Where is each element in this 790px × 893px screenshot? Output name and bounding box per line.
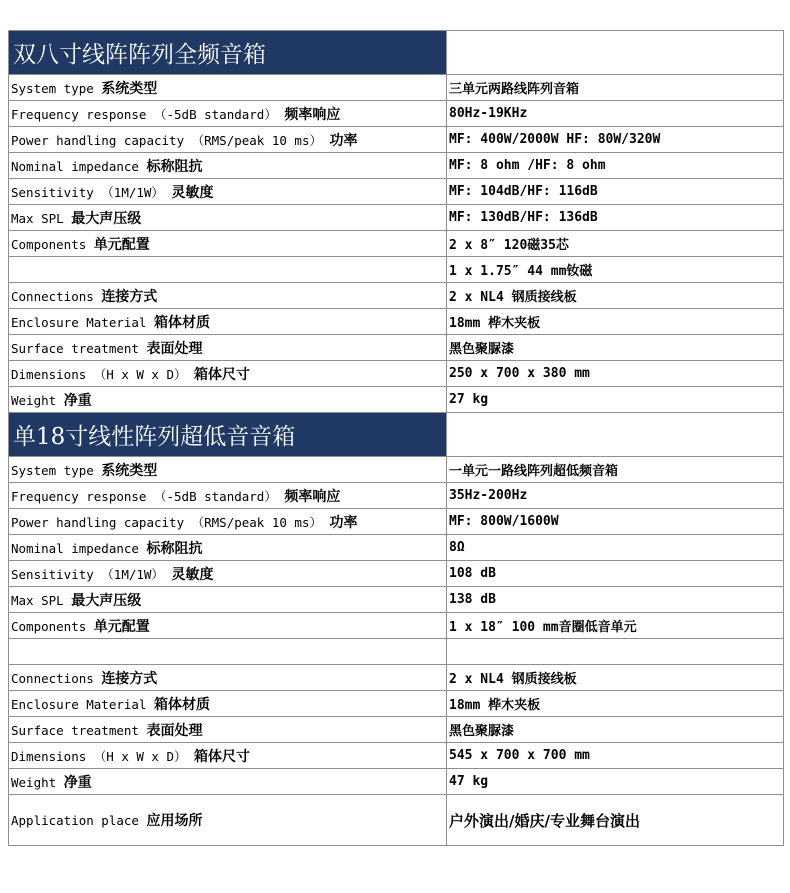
spec-row	[9, 717, 784, 743]
spec-row	[9, 561, 784, 587]
spec-label-cn: 灵敏度	[171, 566, 214, 583]
spec-value: 138 dB	[447, 587, 784, 613]
spec-row	[9, 75, 784, 101]
spec-value: MF: 800W/1600W	[447, 509, 784, 535]
spec-label-cn: 功率	[329, 132, 358, 149]
spec-label-en: Dimensions （H x W x D）	[11, 366, 195, 382]
spec-row	[9, 483, 784, 509]
spec-label	[9, 231, 447, 257]
spec-value: 1 x 18″ 100 mm音圈低音单元	[447, 613, 784, 639]
spec-label-cn: 频率响应	[284, 488, 341, 505]
spec-label-en: Frequency response （-5dB standard）	[11, 488, 285, 504]
spec-label-en: Max SPL	[11, 210, 72, 226]
spec-label-en: Dimensions （H x W x D）	[11, 748, 195, 764]
spec-row	[9, 509, 784, 535]
spec-label-en: Enclosure Material	[11, 314, 154, 330]
spec-label-cn: 表面处理	[146, 722, 203, 739]
spec-label-en: Sensitivity （1M/1W）	[11, 566, 172, 582]
spec-label-cn: 箱体材质	[154, 696, 210, 713]
spec-row	[9, 387, 784, 413]
spec-row	[9, 639, 784, 665]
spec-label-en: Components	[11, 618, 94, 634]
spec-label-en: Surface treatment	[11, 340, 147, 356]
spec-label-en: Weight	[11, 392, 64, 408]
spec-value: 1 x 1.75″ 44 mm钕磁	[447, 257, 784, 283]
spec-row	[9, 309, 784, 335]
spec-label-en: Power handling capacity （RMS/peak 10 ms）	[11, 132, 330, 148]
spec-row	[9, 795, 784, 846]
spec-value: MF: 400W/2000W HF: 80W/320W	[447, 127, 784, 153]
spec-label-en: Enclosure Material	[11, 696, 154, 712]
spec-value: MF: 130dB/HF: 136dB	[447, 205, 784, 231]
spec-label	[9, 535, 447, 561]
spec-label-en: Sensitivity （1M/1W）	[11, 184, 172, 200]
spec-row	[9, 153, 784, 179]
spec-label	[9, 587, 447, 613]
spec-label	[9, 561, 447, 587]
spec-value: 2 x NL4 钢质接线板	[447, 283, 784, 309]
spec-value: 2 x 8″ 120磁35芯	[447, 231, 784, 257]
spec-label	[9, 75, 447, 101]
spec-label	[9, 509, 447, 535]
spec-value: 黑色聚脲漆	[447, 335, 784, 361]
section-header-blank	[447, 413, 784, 457]
spec-label	[9, 101, 447, 127]
spec-value	[447, 639, 784, 665]
spec-label-cn: 应用场所	[146, 813, 203, 829]
spec-value: MF: 104dB/HF: 116dB	[447, 179, 784, 205]
spec-value: 一单元一路线阵列超低频音箱	[447, 457, 784, 483]
spec-sheet	[8, 30, 783, 846]
spec-label	[9, 387, 447, 413]
spec-row	[9, 257, 784, 283]
spec-label-cn: 箱体尺寸	[194, 748, 251, 765]
spec-row	[9, 665, 784, 691]
spec-label	[9, 309, 447, 335]
spec-row	[9, 457, 784, 483]
spec-label-cn: 连接方式	[101, 288, 158, 305]
spec-label-cn: 表面处理	[146, 340, 203, 357]
spec-table	[8, 30, 784, 846]
spec-label-en: Nominal impedance	[11, 158, 147, 174]
spec-label	[9, 691, 447, 717]
spec-value: 2 x NL4 钢质接线板	[447, 665, 784, 691]
spec-row	[9, 179, 784, 205]
spec-label	[9, 769, 447, 795]
spec-value: 108 dB	[447, 561, 784, 587]
spec-label	[9, 127, 447, 153]
spec-label-en: System type	[11, 80, 102, 96]
spec-row	[9, 613, 784, 639]
spec-label	[9, 335, 447, 361]
spec-row	[9, 127, 784, 153]
spec-label-cn: 频率响应	[284, 106, 341, 123]
spec-row	[9, 283, 784, 309]
spec-row	[9, 769, 784, 795]
spec-row	[9, 101, 784, 127]
spec-label-cn: 单元配置	[93, 236, 150, 253]
spec-row	[9, 335, 784, 361]
spec-value: 250 x 700 x 380 mm	[447, 361, 784, 387]
spec-label-cn: 最大声压级	[71, 592, 142, 609]
spec-label-cn: 净重	[63, 392, 92, 409]
spec-value: 三单元两路线阵列音箱	[447, 75, 784, 101]
section-header	[9, 31, 784, 75]
spec-value: 户外演出/婚庆/专业舞台演出	[447, 795, 784, 846]
spec-row	[9, 743, 784, 769]
spec-label	[9, 613, 447, 639]
spec-label-cn: 标称阻抗	[146, 540, 203, 557]
spec-label-en: Frequency response （-5dB standard）	[11, 106, 285, 122]
spec-label	[9, 283, 447, 309]
spec-label-en: Application place	[11, 813, 147, 828]
spec-label	[9, 743, 447, 769]
spec-label	[9, 153, 447, 179]
spec-label	[9, 639, 447, 665]
spec-label-cn: 最大声压级	[71, 210, 142, 227]
spec-label	[9, 179, 447, 205]
spec-label	[9, 257, 447, 283]
spec-label-en: Connections	[11, 670, 102, 686]
spec-label-en: Connections	[11, 288, 102, 304]
spec-label	[9, 457, 447, 483]
spec-value: 35Hz-200Hz	[447, 483, 784, 509]
spec-label-en: Nominal impedance	[11, 540, 147, 556]
spec-label-cn: 系统类型	[101, 462, 158, 479]
spec-label	[9, 665, 447, 691]
spec-label-cn: 连接方式	[101, 670, 158, 687]
spec-label-en: Max SPL	[11, 592, 72, 608]
spec-label	[9, 205, 447, 231]
spec-row	[9, 361, 784, 387]
spec-label-cn: 单元配置	[93, 618, 150, 635]
spec-row	[9, 535, 784, 561]
section-header	[9, 413, 784, 457]
spec-label	[9, 795, 447, 846]
spec-label-cn: 灵敏度	[171, 184, 214, 201]
spec-row	[9, 691, 784, 717]
spec-row	[9, 205, 784, 231]
spec-value: 545 x 700 x 700 mm	[447, 743, 784, 769]
spec-label-en: Surface treatment	[11, 722, 147, 738]
spec-label-en: Weight	[11, 774, 64, 790]
spec-value: 27 kg	[447, 387, 784, 413]
spec-label-cn: 标称阻抗	[146, 158, 203, 175]
section-header-blank	[447, 31, 784, 75]
spec-value: 18mm 桦木夹板	[447, 309, 784, 335]
spec-label-cn: 净重	[63, 774, 92, 791]
spec-label-cn: 功率	[329, 514, 358, 531]
spec-label	[9, 483, 447, 509]
spec-label-en: Components	[11, 236, 94, 252]
spec-value: 47 kg	[447, 769, 784, 795]
spec-row	[9, 231, 784, 257]
spec-label-cn: 系统类型	[101, 80, 158, 97]
spec-value: MF: 8 ohm /HF: 8 ohm	[447, 153, 784, 179]
spec-label-en: System type	[11, 462, 102, 478]
spec-value: 18mm 桦木夹板	[447, 691, 784, 717]
spec-label-cn: 箱体尺寸	[194, 366, 251, 383]
spec-row	[9, 587, 784, 613]
section-title: 单18寸线性阵列超低音音箱	[9, 413, 447, 457]
spec-label-en: Power handling capacity （RMS/peak 10 ms）	[11, 514, 330, 530]
spec-label	[9, 717, 447, 743]
section-title: 双八寸线阵阵列全频音箱	[9, 31, 447, 75]
spec-label	[9, 361, 447, 387]
spec-value: 8Ω	[447, 535, 784, 561]
spec-value: 80Hz-19KHz	[447, 101, 784, 127]
spec-value: 黑色聚脲漆	[447, 717, 784, 743]
spec-label-cn: 箱体材质	[154, 314, 210, 331]
